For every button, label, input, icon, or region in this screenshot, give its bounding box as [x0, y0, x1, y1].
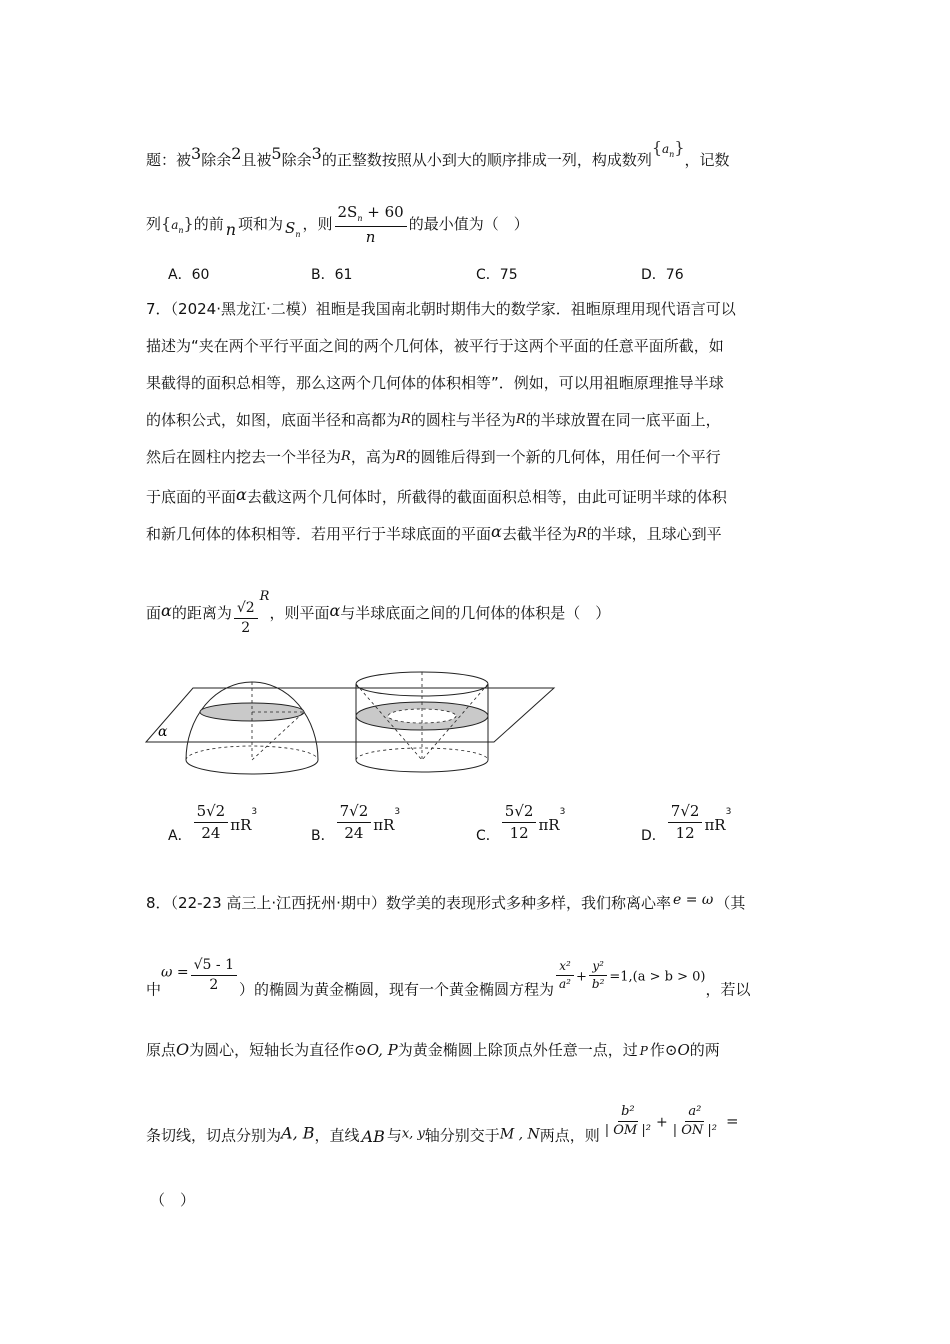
den: | OM |²	[604, 1123, 651, 1139]
text: 果截得的面积总相等，那么这两个几何体的体积相等”．例如，可以用祖暅原理推导半球	[146, 374, 724, 392]
pi-r: πR	[538, 816, 560, 834]
number-5: 5	[271, 144, 282, 163]
var-o: O	[176, 1040, 190, 1059]
num-b: + 60	[362, 203, 404, 221]
num: √2	[234, 601, 258, 619]
text: 去截半径为	[501, 525, 577, 543]
den: a²	[559, 977, 571, 992]
q7-line-1	[146, 302, 736, 317]
seq-a: a	[171, 218, 179, 233]
option-fraction	[194, 803, 229, 841]
axes-xy: x, y	[401, 1126, 425, 1142]
seq-n: n	[669, 150, 675, 159]
option-value: 76	[665, 267, 684, 283]
option-label: B．	[311, 267, 335, 283]
text: 的前	[193, 215, 224, 234]
s: S	[285, 219, 296, 238]
text: 的两	[689, 1041, 720, 1059]
den: n	[365, 227, 376, 246]
plus: +	[655, 1114, 668, 1131]
q7-option-c[interactable]	[476, 803, 565, 845]
option-label: D．	[641, 828, 666, 844]
option-label: A．	[168, 828, 192, 844]
exponent: 3	[251, 807, 258, 817]
fraction-2sn-60	[335, 204, 407, 245]
q7-option-a[interactable]	[168, 803, 257, 845]
plane-alpha-label: α	[158, 724, 168, 740]
s-sub: n	[295, 230, 301, 240]
text: 题：被	[146, 151, 192, 169]
q6-option-d[interactable]	[641, 264, 684, 284]
circle-o: ⊙O	[664, 1041, 690, 1059]
var-r: R	[395, 449, 406, 464]
text: 的距离为	[171, 604, 232, 622]
num: a²	[685, 1105, 704, 1122]
points-ab: A, B	[281, 1123, 315, 1143]
option-value: 61	[334, 267, 353, 283]
q8-line-4	[146, 1105, 739, 1145]
line-ab: AB	[361, 1127, 385, 1147]
text: 除余	[281, 151, 312, 169]
text: 项和为	[238, 215, 284, 234]
answer-paren: （ ）	[150, 1191, 196, 1209]
text: 和新几何体的体积相等．若用平行于半球底面的平面	[146, 525, 492, 543]
num: 7√2	[337, 803, 372, 823]
text: ，若以	[705, 980, 751, 999]
text: 列	[146, 215, 162, 234]
text: 为黄金椭圆上除顶点外任意一点，过	[397, 1041, 638, 1059]
q6-line-2	[146, 204, 529, 245]
option-label: B．	[311, 828, 335, 844]
text: 的最小值为（ ）	[408, 215, 529, 234]
text: 的圆锥后得到一个新的几何体，用任何一个平行	[405, 448, 721, 466]
var-sn	[285, 219, 301, 240]
num: y²	[589, 960, 607, 976]
q6-option-c[interactable]	[476, 264, 518, 284]
q6-option-a[interactable]	[168, 264, 209, 284]
question-number: 8．	[146, 894, 171, 912]
num: 5√2	[194, 803, 229, 823]
hemisphere-cylinder-figure	[140, 670, 560, 780]
text: 去截这两个几何体时，所截得的截面面积总相等，由此可证明半球的体积	[246, 488, 727, 506]
question-source: （2024·黑龙江·二模）	[170, 300, 316, 318]
seq-n: n	[178, 226, 184, 236]
q7-option-d[interactable]	[641, 803, 731, 845]
q7-line-7	[146, 524, 722, 542]
q7-option-b[interactable]	[311, 803, 400, 845]
text: 的半球，且球心到平	[586, 525, 722, 543]
text: 祖暅是我国南北朝时期伟大的数学家．祖暅原理用现代语言可以	[315, 300, 736, 318]
q6-option-b[interactable]	[311, 264, 352, 284]
seq-a: a	[662, 142, 670, 156]
text: 的体积公式，如图，底面半径和高都为	[146, 411, 402, 429]
exponent: 3	[559, 807, 566, 817]
option-value: 60	[191, 267, 210, 283]
var-r: R	[401, 412, 411, 427]
option-label: A．	[168, 267, 192, 283]
option-fraction	[337, 803, 372, 841]
num: 7√2	[668, 803, 703, 823]
text: 与半球底面之间的几何体的体积是（ ）	[340, 604, 611, 622]
num: √5 - 1	[191, 958, 237, 976]
pi-r: πR	[373, 816, 395, 834]
fraction-y2-b2	[589, 960, 608, 991]
points-mn: M , N	[499, 1126, 540, 1143]
text: 的圆柱与半径为	[410, 411, 516, 429]
var-n: n	[225, 220, 237, 240]
ellipse-condition: =1,(a > b > 0)	[609, 969, 706, 985]
exponent: 3	[394, 807, 401, 817]
text: 且被	[241, 151, 272, 169]
text: 两点，则	[539, 1126, 600, 1145]
option-label: C．	[476, 267, 500, 283]
option-value: 75	[499, 267, 518, 283]
sequence-an: $\{a_n\}$	[651, 138, 685, 159]
fraction-x2-a2	[556, 960, 574, 991]
var-alpha: α	[161, 601, 172, 620]
q8-line-2	[146, 958, 751, 997]
text: 然后在圆柱内挖去一个半径为	[146, 448, 342, 466]
text: 中	[146, 980, 162, 999]
den: b²	[591, 977, 605, 992]
fraction-sqrt2-over-2	[234, 601, 258, 637]
text: 除余	[201, 151, 232, 169]
question-number: 7．	[146, 300, 171, 318]
text: 于底面的平面	[146, 488, 237, 506]
text: 面	[146, 604, 162, 622]
text: 作	[649, 1041, 665, 1059]
den: 2	[241, 620, 251, 637]
q7-line-3	[146, 376, 724, 391]
text: 的正整数按照从小到大的顺序排成一列，构成数列	[321, 151, 652, 169]
text: 条切线，切点分别为	[146, 1126, 282, 1145]
eccentricity-eq: e = ω	[672, 892, 714, 908]
den: 12	[509, 823, 529, 842]
text: 轴分别交于	[424, 1126, 500, 1145]
var-r: R	[341, 449, 351, 464]
var-alpha: α	[236, 485, 247, 504]
text: （其	[715, 894, 746, 912]
text: ，直线	[314, 1126, 360, 1145]
exponent: 3	[725, 807, 732, 817]
fraction-golden-ratio	[191, 958, 237, 994]
den: 24	[201, 823, 221, 842]
text: ，则	[302, 215, 333, 234]
num: x²	[556, 960, 574, 976]
option-label: C．	[476, 828, 500, 844]
text: 为圆心，短轴长为直径作	[189, 1041, 355, 1059]
q7-line-5	[146, 450, 721, 465]
number-3: 3	[191, 144, 202, 163]
fraction-b2-om2	[602, 1105, 654, 1139]
equals: =	[726, 1112, 739, 1131]
var-r: R	[576, 526, 587, 541]
den: 12	[675, 823, 695, 842]
text: 数学美的表现形式多种多样，我们称离心率	[385, 894, 671, 912]
q7-line-2	[146, 339, 724, 354]
question-source: （22-23 高三上·江西抚州·期中）	[170, 894, 386, 912]
text: 原点	[146, 1041, 177, 1059]
text: 描述为“夹在两个平行平面之间的两个几何体，被平行于这两个平面的任意平面所截，如	[146, 337, 724, 355]
num-sub: n	[357, 214, 363, 223]
q7-line-6	[146, 487, 727, 505]
option-label: D．	[641, 267, 666, 283]
option-fraction	[502, 803, 537, 841]
var-alpha: α	[491, 522, 502, 541]
number-2: 2	[231, 144, 242, 163]
num: b²	[618, 1105, 638, 1122]
text: ，则平面	[269, 604, 330, 622]
var-r: R	[515, 412, 526, 427]
q7-line-4	[146, 413, 721, 428]
circle-o-p: ⊙O, P	[354, 1041, 398, 1059]
text: ，记数	[684, 151, 730, 169]
var-p: P	[639, 1044, 648, 1058]
text: ）的椭圆为黄金椭圆，现有一个黄金椭圆方程为	[239, 980, 555, 999]
pi-r: πR	[704, 816, 726, 834]
sequence-an-2: $\{a_n\}$	[161, 214, 194, 236]
den: 2	[209, 977, 219, 994]
q8-line-3	[146, 1042, 720, 1058]
num: 5√2	[502, 803, 537, 823]
pi-r: πR	[230, 816, 252, 834]
plus: +	[575, 969, 587, 985]
num-a: 2S	[337, 203, 358, 221]
den: 24	[344, 823, 364, 842]
q8-line-1	[146, 893, 745, 911]
omega-eq: ω =	[161, 964, 189, 981]
var-alpha: α	[329, 601, 341, 620]
q7-line-8	[146, 590, 610, 637]
den: | ON |²	[672, 1123, 717, 1139]
option-fraction	[668, 803, 703, 841]
fraction-a2-on2	[670, 1105, 720, 1139]
text: 的半球放置在同一底平面上，	[525, 411, 721, 429]
number-3b: 3	[311, 144, 322, 163]
q6-line-1	[146, 140, 730, 168]
text: 与	[386, 1126, 402, 1145]
q8-answer-paren	[150, 1193, 195, 1208]
var-r: R	[259, 589, 270, 604]
text: ，高为	[350, 448, 396, 466]
